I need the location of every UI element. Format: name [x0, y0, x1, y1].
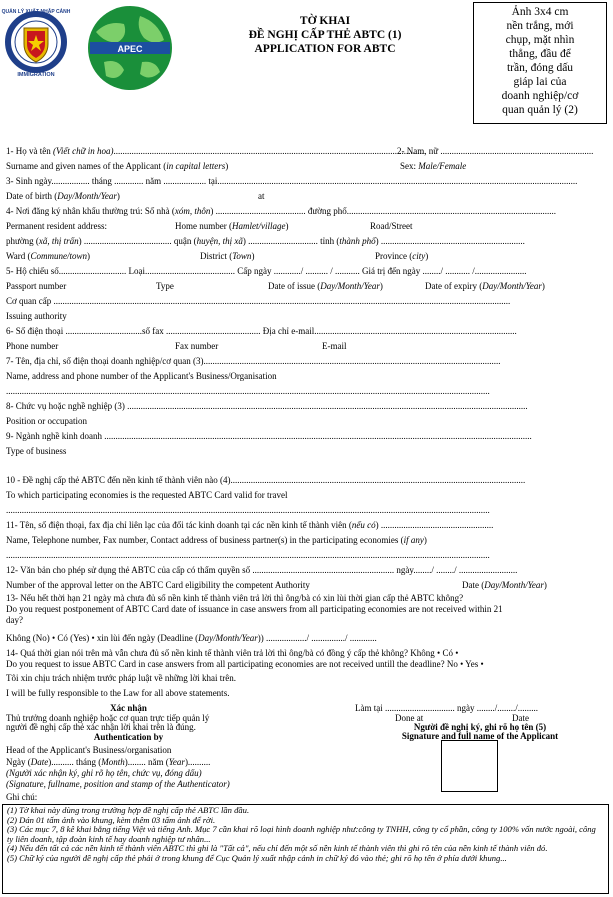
phone-en: Phone number	[6, 341, 59, 351]
photo-text: Ảnh 3x4 cm	[511, 6, 569, 18]
logo1-bottom-text: IMMIGRATION	[17, 72, 55, 78]
field-13-question: 13- Nếu hết thời hạn 21 ngày mà chưa đủ số nền kinh tế thành viên trả lời thì ông/bà có xin lùi thời gian cấp thẻ ABTC không?	[6, 593, 464, 603]
field-3-dob[interactable]: 3- Sinh ngày................. tháng ............. năm ................... tại................................................................................................................................................................	[6, 176, 578, 186]
field-10-dots[interactable]: .......................................................................................................................................................................................................................	[6, 505, 490, 515]
province-en: Province (city)	[375, 251, 429, 261]
field-3-dob-en: Date of birth (Day/Month/Year)	[6, 191, 120, 201]
field-1-name[interactable]: 1- Họ và tên (Viết chữ in hoa)...........................................................................................................................................	[6, 146, 427, 156]
title-line-3: APPLICATION FOR ABTC	[254, 43, 396, 55]
applicant-sign-en: Signature and full name of the Applicant	[401, 731, 559, 741]
field-4-address[interactable]: 4- Nơi đăng ký nhân khẩu thường trú: Số nhà (xóm, thôn) ........................................ đường phố.............................................................................................	[6, 206, 557, 216]
made-at[interactable]: Làm tại ............................... ngày ......../......../.........	[355, 703, 538, 713]
field-8-position[interactable]: 8- Chức vụ hoặc nghề nghiệp (3) ..................................................................................................................................................................................	[6, 401, 528, 411]
date-en: Date	[512, 713, 529, 723]
district-en: District (Town)	[200, 251, 255, 261]
field-14-question[interactable]: 14- Quá thời gian nói trên mà vẫn chưa đủ số nền kinh tế thành viên trả lời thì ông/bà có đồng ý cấp thẻ không? Không • Có •	[6, 648, 459, 658]
field-issuer[interactable]: Cơ quan cấp ...........................................................................................................................................................................................................	[6, 296, 511, 306]
field-2-sex[interactable]: 2- Nam, nữ ....................................................................	[397, 146, 594, 156]
road-street-en: Road/Street	[370, 221, 413, 231]
email-en: E-mail	[322, 341, 347, 351]
field-10-economies-en: To which participating economies is the requested ABTC Card valid for travel	[6, 490, 288, 500]
field-7-business[interactable]: 7- Tên, địa chỉ, số điện thoại doanh nghiệp/cơ quan (3)....................................................................................................................................	[6, 356, 501, 366]
head-en: Head of the Applicant's Business/organisation	[6, 745, 172, 755]
immigration-logo	[1, 4, 71, 84]
logo1-top-text: QUẢN LÝ XUẤT NHẬP CẢNH	[1, 9, 71, 15]
field-12-approval-en: Number of the approval letter on the ABTC Card eligibility the competent Authority	[6, 580, 310, 590]
photo-box[interactable]	[473, 2, 607, 124]
field-12-date-en: Date (Day/Month/Year)	[462, 580, 547, 590]
field-3-at-en: at	[258, 191, 265, 201]
passport-number-en: Passport number	[6, 281, 67, 291]
ward-en: Ward (Commune/town)	[6, 251, 91, 261]
issuer-en: Issuing authority	[6, 311, 67, 321]
issue-date-en: Date of issue (Day/Month/Year)	[268, 281, 383, 291]
apec-logo	[84, 2, 176, 94]
photo-text: nền trắng, mới	[506, 20, 574, 32]
auth-title: Authentication by	[93, 732, 164, 742]
field-9-business-type[interactable]: 9- Ngành nghề kinh doanh ..............................................................................................................................................................................................	[6, 431, 532, 441]
field-4-address-en: Permanent resident address:	[6, 221, 107, 231]
field-14-question-en[interactable]: Do you request to issue ABTC Card in case answers from all participating economies are not received untill the deadline? No • Yes •	[6, 659, 484, 669]
field-8-position-en: Position or occupation	[6, 416, 87, 426]
confirm-line-1: Thủ trưởng doanh nghiệp hoặc cơ quan trực tiếp quản lý	[6, 713, 210, 723]
title-line-1: TỜ KHAI	[299, 15, 351, 27]
title-line-2: ĐỀ NGHỊ CẤP THẺ ABTC (1)	[248, 29, 402, 41]
field-5-passport[interactable]: 5- Hộ chiếu số.............................. Loại........................................ Cấp ngày ............/ .......... / ........... Giá trị đến ngày ......../ ........... /.......................	[6, 266, 527, 276]
pledge: Tôi xin chịu trách nhiệm trước pháp luật về những lời khai trên.	[6, 673, 236, 683]
field-1-name-en: Surname and given names of the Applicant (in capital letters)	[6, 161, 229, 171]
confirm-title: Xác nhận	[110, 703, 147, 713]
field-11-partners-en: Name, Telephone number, Fax number, Contact address of business partner(s) in the participating economies (if any)	[6, 535, 427, 545]
signer-vi: (Người xác nhận ký, ghi rõ họ tên, chức vụ, đóng dấu)	[6, 768, 202, 778]
home-number-en: Home number (Hamlet/village)	[175, 221, 289, 231]
field-11-dots[interactable]: .......................................................................................................................................................................................................................	[6, 550, 490, 560]
note-5: (5) Chữ ký của người đề nghị cấp thẻ phải ở trong khung để Cục Quản lý xuất nhập cảnh in chữ ký đó vào thẻ; ghi rõ họ tên ở phía dưới khung...	[7, 852, 507, 863]
note-3: (3) Các mục 7, 8 kê khai bằng tiếng Việt và tiếng Anh. Mục 7 cần khai rõ loại hình doanh nghiệp như:công ty TNHH, công ty cổ phần, công ty 100% vốn nước ngoài, công ty liên doanh, tập đoàn kinh tế hay doanh nghiệp tư nhân...	[7, 824, 596, 844]
photo-text: giáp lai của	[513, 76, 567, 88]
field-11-partners[interactable]: 11- Tên, số điện thoại, fax địa chỉ liên lạc của đối tác kinh doanh tại các nền kinh tế thành viên (nếu có) ..................................................	[6, 520, 494, 530]
pledge-en: I will be fully responsible to the Law for all above statements.	[6, 688, 230, 698]
applicant-sign-vi: Người đề nghị ký, ghi rõ họ tên (5)	[413, 722, 547, 732]
fax-en: Fax number	[175, 341, 219, 351]
field-13-question-en-2: day?	[6, 615, 23, 625]
field-7-business-en: Name, address and phone number of the Applicant's Business/Organisation	[6, 371, 277, 381]
field-9-business-type-en: Type of business	[6, 446, 67, 456]
photo-text: doanh nghiệp/cơ	[501, 90, 579, 102]
done-at-en: Done at	[395, 713, 424, 723]
field-13-options[interactable]: Không (No) • Có (Yes) • xin lùi đến ngày (Deadline (Day/Month/Year)) ................../ .............../ ............	[6, 633, 377, 643]
note-4: (4) Nếu đến tất cả các nền kinh tế thành viên ABTC thì ghi là "Tất cả", nếu chỉ đến một số nền kinh tế thành viên thì ghi rõ tên của nền kinh tế thành viên đó.	[7, 843, 548, 854]
photo-text: trần, đóng dấu	[506, 62, 574, 74]
notes-box	[2, 804, 609, 894]
field-12-approval[interactable]: 12- Văn bản cho phép sử dụng thẻ ABTC của cấp có thẩm quyền số ............................................................... ngày......../ ......../ ..........................	[6, 565, 518, 575]
photo-text: quan quản lý (2)	[502, 104, 578, 116]
passport-type-en: Type	[156, 281, 174, 291]
field-7-dots[interactable]: .......................................................................................................................................................................................................................	[6, 386, 490, 396]
expiry-date-en: Date of expiry (Day/Month/Year)	[425, 281, 545, 291]
field-10-economies[interactable]: 10 - Đề nghị cấp thẻ ABTC đến nền kinh tế thành viên nào (4)...................................................................................................................................	[6, 475, 526, 485]
field-2-sex-en: Sex: Male/Female	[400, 161, 467, 171]
field-4-ward[interactable]: phường (xã, thị trấn) ....................................... quận (huyện, thị xã) ............................... tỉnh (thành phố) ................................................................	[6, 236, 525, 246]
confirm-line-2: người đề nghị cấp thẻ xác nhận lời khai trên là đúng.	[6, 722, 196, 732]
notes-title: Ghi chú:	[6, 792, 38, 802]
signer-en: (Signature, fullname, position and stamp of the Authenticator)	[6, 779, 230, 789]
photo-text: chụp, mặt nhìn	[505, 34, 575, 46]
confirm-date-line[interactable]: Ngày (Date).......... tháng (Month)........ năm (Year)..........	[6, 757, 211, 767]
photo-text: thẳng, đầu để	[509, 48, 571, 60]
note-2: (2) Dán 01 tấm ảnh vào khung, kèm thêm 03 tấm ảnh để rời.	[7, 814, 216, 825]
note-1: (1) Tờ khai này dùng trong trường hợp đề nghị cấp thẻ ABTC lần đầu.	[7, 805, 250, 815]
field-6-contact[interactable]: 6- Số điện thoại ..................................số fax .......................................... Địa chỉ e-mail..........................................................................................	[6, 326, 517, 336]
apec-text: APEC	[117, 44, 143, 54]
signature-box[interactable]	[441, 740, 498, 792]
field-13-question-en: Do you request postponement of ABTC Card date of issuance in case answers from all participating economies are not received within 21	[6, 604, 503, 614]
form-title	[200, 14, 450, 56]
